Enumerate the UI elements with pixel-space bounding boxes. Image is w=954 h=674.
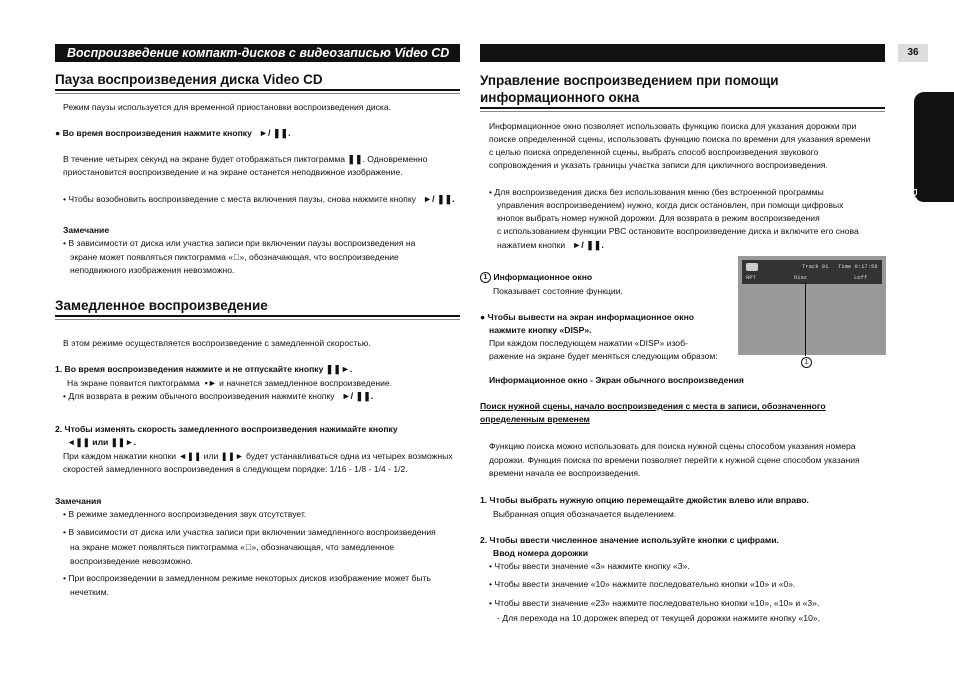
- slow-step-2-keys: ◄❚❚ или ❚❚►.: [67, 437, 137, 447]
- disp-step-3: При каждом последующем нажатии «DISP» изоб-: [489, 338, 688, 348]
- search-step-2: 2. Чтобы ввести численное значение используйте кнопки с цифрами.: [480, 535, 779, 545]
- callout-line: [805, 282, 806, 356]
- info-title-2: информационного окна: [480, 90, 640, 105]
- screen-rpt: RPT: [746, 274, 756, 281]
- slow-intro: В этом режиме осуществляется воспроизведение с замедленной скоростью.: [63, 338, 371, 348]
- slow-step-1a: На экране появится пиктограмма ▪► и начнется замедленное воспроизведение.: [67, 378, 393, 388]
- slow-step-1: 1. Во время воспроизведения нажмите и не отпускайте кнопку ❚❚►.: [55, 364, 353, 374]
- info-intro-1: Информационное окно позволяет использовать функцию поиска для указания дорожки при: [489, 121, 857, 131]
- disp-step-4: ражение на экране будет меняться следующим образом:: [489, 351, 718, 361]
- search-title-2: определенным временем: [480, 414, 590, 424]
- pbc-bullet-1: • Для воспроизведения диска без использования меню (без встроенной программы: [489, 187, 824, 197]
- title-rule: [55, 315, 460, 317]
- example-4: - Для перехода на 10 дорожек вперед от текущей дорожки нажмите кнопку «10».: [497, 613, 821, 623]
- pause-note-3: неподвижного изображения невозможно.: [70, 265, 235, 275]
- language-tab: [905, 92, 954, 257]
- pause-para-2: приостановится воспроизведение и на экране останется неподвижное изображение.: [63, 167, 403, 177]
- title-rule-thin: [55, 93, 460, 94]
- screen-disc: Disc: [794, 274, 808, 281]
- disp-cycle: Информационное окно - Экран обычного воспроизведения: [489, 375, 744, 385]
- slow-title: Замедленное воспроизведение: [55, 298, 268, 313]
- pbc-bullet-3: кнопок выбрать номер нужной дорожки. Для возврата в режим воспроизведения: [497, 213, 820, 223]
- section-header-right: [480, 44, 885, 62]
- slow-notes-title: Замечания: [55, 496, 102, 506]
- search-step-1-sub: Выбранная опция обозначается выделением.: [493, 509, 677, 519]
- disc-icon: [746, 263, 758, 271]
- pause-title: Пауза воспроизведения диска Video CD: [55, 72, 323, 87]
- slow-step-1b: • Для возврата в режим обычного воспроизведения нажмите кнопку ►/ ❚❚.: [63, 391, 374, 401]
- pause-bullet: • Чтобы возобновить воспроизведение с места включения паузы, снова нажмите кнопку ►/ ❚❚.: [63, 194, 455, 204]
- slow-note-2b: на экране может появляться пиктограмма «⃠», обозначающая, что замедленное: [70, 542, 395, 552]
- pause-intro: Режим паузы используется для временной приостановки воспроизведения диска.: [63, 102, 392, 112]
- slow-note-3: • При воспроизведении в замедленном режиме некоторых дисков изображение может быть: [63, 573, 432, 583]
- screen-loff: Loff: [854, 274, 868, 281]
- search-step-1: 1. Чтобы выбрать нужную опцию перемещайте джойстик влево или вправо.: [480, 495, 809, 505]
- callout-number: 1: [801, 356, 812, 369]
- info-window-desc: Показывает состояние функции.: [493, 286, 623, 296]
- info-intro-2: поиске определенной сцены, использовать функцию поиска по времени для указания времени: [489, 134, 871, 144]
- disp-step-2: нажмите кнопку «DISP».: [489, 325, 592, 335]
- search-desc-3: времени начала ее воспроизведения.: [489, 468, 641, 478]
- info-intro-3: с целью поиска определенной сцены, выбрать способ воспроизведения звукового: [489, 147, 819, 157]
- slow-step-2: 2. Чтобы изменять скорость замедленного воспроизведения нажимайте кнопку: [55, 424, 398, 434]
- screen-track: Track 01: [802, 263, 829, 270]
- slow-step-2-desc-2: скоростей замедленного воспроизведения в следующем порядке: 1/16 - 1/8 - 1/4 - 1/2.: [63, 464, 408, 474]
- disp-step-1: ● Чтобы вывести на экран информационное окно: [480, 312, 695, 322]
- pause-step: ● Во время воспроизведения нажмите кнопку ►/ ❚❚.: [55, 128, 291, 138]
- search-title-1: Поиск нужной сцены, начало воспроизведения с места в записи, обозначенного: [480, 401, 826, 411]
- pbc-bullet-2: управления воспроизведением) нужно, когда диск остановлен, при помощи цифровых: [497, 200, 844, 210]
- pbc-bullet-5: нажатием кнопки ►/ ❚❚.: [497, 240, 604, 250]
- example-3: • Чтобы ввести значение «23» нажмите последовательно кнопки «10», «10» и «3».: [489, 598, 820, 608]
- info-title-1: Управление воспроизведением при помощи: [480, 73, 779, 88]
- pause-note-title: Замечание: [63, 225, 110, 235]
- pause-para-1: В течение четырех секунд на экране будет отображаться пиктограмма ❚❚. Одновременно: [63, 154, 428, 164]
- pause-note-2: экране может появляться пиктограмма «⃠», обозначающая, что воспроизведение: [70, 252, 399, 262]
- screen-time: Time 0:17:56: [838, 263, 878, 270]
- search-desc-2: дорожки. Функция поиска по времени позволяет перейти к нужной сцене способом указания: [489, 455, 860, 465]
- info-window-screenshot: [738, 256, 886, 355]
- slow-note-3b: нечетким.: [70, 587, 110, 597]
- slow-note-2: • В зависимости от диска или участка записи при включении замедленного воспроизведения: [63, 527, 436, 537]
- search-step-2-sub: Ввод номера дорожки: [493, 548, 589, 558]
- page-number: 36: [898, 44, 928, 62]
- title-rule-thin: [480, 111, 885, 112]
- pause-note-1: • В зависимости от диска или участка записи при включении паузы воспроизведения на: [63, 238, 416, 248]
- example-1: • Чтобы ввести значение «3» нажмите кнопку «3».: [489, 561, 690, 571]
- info-window-bar: [742, 260, 882, 284]
- title-rule: [55, 89, 460, 91]
- example-2: • Чтобы ввести значение «10» нажмите последовательно кнопки «10» и «0».: [489, 579, 796, 589]
- language-label: РУССКИЙ: [905, 188, 920, 257]
- slow-note-2c: воспроизведение невозможно.: [70, 556, 193, 566]
- slow-step-2-desc-1: При каждом нажатии кнопки ◄❚❚ или ❚❚► будет устанавливаться одна из четырех возможных: [63, 451, 453, 461]
- title-rule: [480, 107, 885, 109]
- info-intro-4: сопровождения и указать границы участка записи для цикличного воспроизведения.: [489, 160, 828, 170]
- search-desc-1: Функцию поиска можно использовать для поиска нужной сцены способом указания номера: [489, 441, 856, 451]
- section-header-left: Воспроизведение компакт-дисков с видеозаписью Video CD: [55, 44, 460, 62]
- info-window-label: 1 Информационное окно: [480, 271, 592, 284]
- slow-note-1: • В режиме замедленного воспроизведения звук отсутствует.: [63, 509, 307, 519]
- title-rule-thin: [55, 319, 460, 320]
- pbc-bullet-4: с использованием функции PBC остановите воспроизведение диска и включите его снова: [497, 226, 859, 236]
